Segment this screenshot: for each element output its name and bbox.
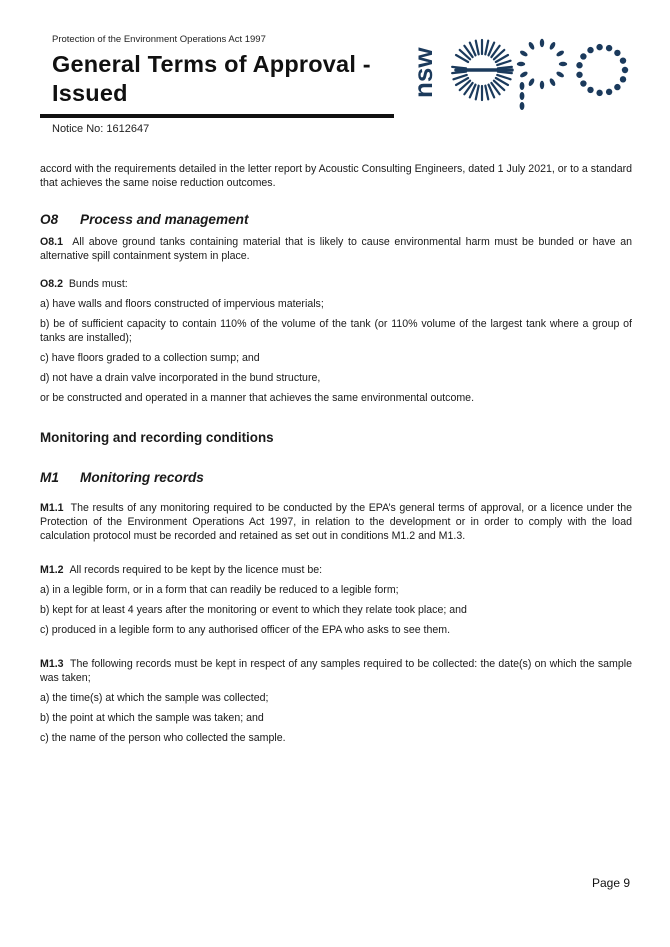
logo-dot <box>517 62 525 66</box>
heading-m1-number: M1 <box>40 470 59 485</box>
logo-dot <box>620 76 626 82</box>
logo-dot <box>520 102 525 110</box>
condition-text: All above ground tanks containing material that is likely to cause environmental harm must be bunded or have an alternative spill containment system in place. <box>40 236 632 262</box>
logo-dot <box>596 90 602 96</box>
logo-dot <box>596 44 602 50</box>
nsw-epa-logo-icon <box>404 28 634 114</box>
logo-stroke <box>498 72 512 73</box>
logo-dot <box>587 87 593 93</box>
logo-dot <box>587 47 593 53</box>
intro-paragraph: accord with the requirements detailed in the letter report by Acoustic Consulting Engineers, dated 1 July 2021, or to a standard that achieves the same noise reduction outcomes. <box>40 163 632 189</box>
heading-m1-title: Monitoring records <box>80 470 204 485</box>
condition-id: M1.1 <box>40 502 64 514</box>
logo-dot <box>520 82 525 90</box>
logo-dot <box>519 49 528 57</box>
list-item: a) in a legible form, or in a form that can readily be reduced to a legible form; <box>40 584 399 596</box>
condition-m1-1 <box>40 501 632 543</box>
logo-dot <box>576 62 582 68</box>
logo-dot <box>622 67 628 73</box>
logo-dot <box>555 70 564 78</box>
condition-m1-2 <box>40 563 632 577</box>
logo-dot <box>614 84 620 90</box>
list-item: b) the point at which the sample was taken; and <box>40 712 264 724</box>
condition-text: The following records must be kept in respect of any samples required to be collected: the date(s) on which the sample was taken; <box>40 658 633 684</box>
list-item: a) the time(s) at which the sample was collected; <box>40 692 269 704</box>
condition-id: O8.1 <box>40 236 63 248</box>
logo-dot <box>527 77 535 86</box>
list-item: d) not have a drain valve incorporated in the bund structure, <box>40 372 321 384</box>
page-number: Page 9 <box>592 876 631 890</box>
logo-dot <box>580 80 586 86</box>
logo-dot <box>580 53 586 59</box>
logo-stroke <box>452 67 466 68</box>
condition-text: Bunds must: <box>68 278 128 290</box>
logo-dot <box>548 77 556 86</box>
logo-dot <box>620 57 626 63</box>
title-underline <box>40 114 394 118</box>
logo-dot <box>555 49 564 57</box>
logo-dot <box>548 41 556 50</box>
condition-id: M1.3 <box>40 658 64 670</box>
notice-number: Notice No: 1612647 <box>52 123 150 135</box>
page-title: General Terms of Approval - Issued <box>52 51 371 106</box>
section-heading: Monitoring and recording conditions <box>40 430 274 445</box>
logo-stroke <box>452 72 466 73</box>
logo-stroke <box>453 75 466 79</box>
logo-stroke <box>476 41 479 55</box>
heading-o8 <box>40 213 632 227</box>
logo-dot <box>606 89 612 95</box>
logo-dot <box>540 81 544 89</box>
logo-stroke <box>497 75 510 79</box>
list-item: a) have walls and floors constructed of impervious materials; <box>40 298 324 310</box>
document-body <box>40 162 632 745</box>
list-item: c) the name of the person who collected the sample. <box>40 732 286 744</box>
list-item: c) produced in a legible form to any authorised officer of the EPA who asks to see them. <box>40 624 451 636</box>
condition-id: O8.2 <box>40 278 63 290</box>
logo-dot <box>576 72 582 78</box>
list-item: or be constructed and operated in a manner that achieves the same environmental outcome. <box>40 392 475 404</box>
logo-dot <box>606 45 612 51</box>
condition-text: The results of any monitoring required to be conducted by the EPA’s general terms of approval, or a licence under the Protection of the Environment Operations Act 1997, in relation to the development or in order to comply with the load calculation protocol must be recorded and retained as set out in conditions M1.2 and M1.3. <box>40 502 633 542</box>
logo-dot <box>559 62 567 66</box>
heading-m1 <box>40 471 632 485</box>
condition-m1-3 <box>40 657 632 685</box>
logo-dot <box>527 41 535 50</box>
heading-o8-number: O8 <box>40 212 59 227</box>
logo-dot <box>540 39 544 47</box>
heading-o8-title: Process and management <box>80 212 249 227</box>
condition-text: All records required to be kept by the licence must be: <box>69 564 323 576</box>
logo-stroke <box>485 41 488 55</box>
condition-id: M1.2 <box>40 564 64 576</box>
condition-o8-1 <box>40 235 632 263</box>
list-item: b) kept for at least 4 years after the monitoring or event to which they relate took place; and <box>40 604 467 616</box>
logo-dot <box>520 92 525 100</box>
logo-dot-pattern <box>452 39 628 110</box>
condition-o8-2 <box>40 277 632 291</box>
logo-stroke <box>485 86 488 100</box>
logo-stroke <box>476 86 479 100</box>
logo-stroke <box>498 67 512 68</box>
header-act-name: Protection of the Environment Operations Act 1997 <box>52 34 266 45</box>
logo-dot <box>519 70 528 78</box>
list-item: c) have floors graded to a collection sump; and <box>40 352 260 364</box>
logo-stroke <box>497 61 510 65</box>
logo-dot <box>614 50 620 56</box>
list-item: b) be of sufficient capacity to contain 110% of the volume of the tank (or 110% volume of the largest tank where a group of tanks are installed); <box>40 318 632 344</box>
logo-nsw-text: nsw <box>408 47 438 98</box>
